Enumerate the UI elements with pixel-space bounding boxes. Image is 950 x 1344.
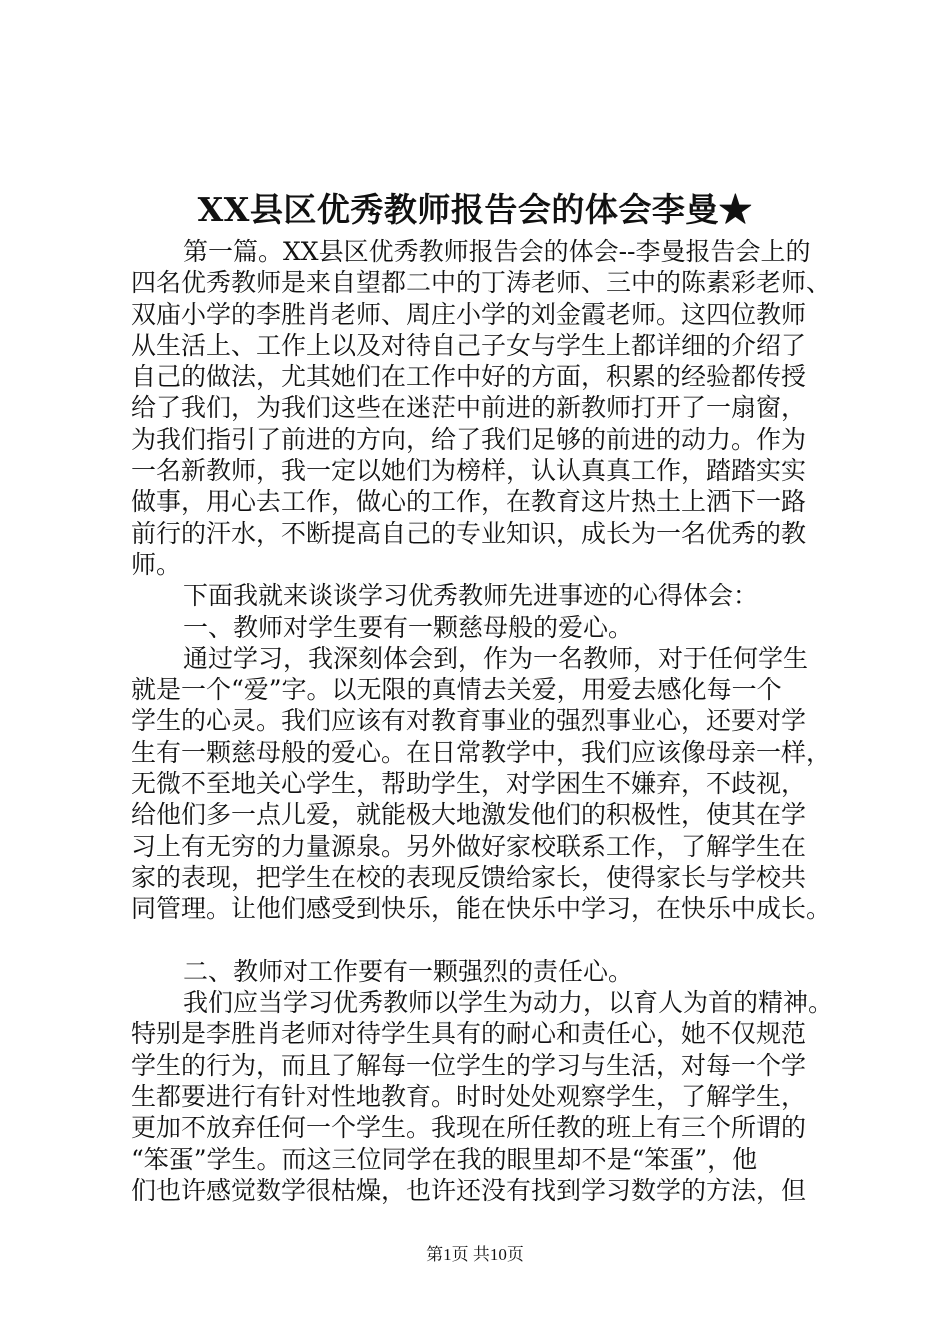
- paragraph-line: 为我们指引了前进的方向，给了我们足够的前进的动力。作为: [131, 424, 807, 454]
- paragraph-line: 我们应当学习优秀教师以学生为动力，以育人为首的精神。: [183, 988, 834, 1018]
- paragraph-line: 家的表现，把学生在校的表现反馈给家长，使得家长与学校共: [131, 862, 807, 892]
- paragraph-line: 给他们多一点儿爱，就能极大地激发他们的积极性，使其在学: [131, 800, 807, 830]
- page-number-footer: 第1页 共10页: [426, 1245, 524, 1264]
- paragraph-line: 特别是李胜肖老师对待学生具有的耐心和责任心，她不仅规范: [131, 1019, 807, 1049]
- paragraph-line: 就是一个“爱”字。以无限的真情去关爱，用爱去感化每一个: [131, 675, 782, 705]
- paragraph-line: 给了我们，为我们这些在迷茫中前进的新教师打开了一扇窗，: [131, 393, 807, 423]
- paragraph-line: 一名新教师，我一定以她们为榜样，认认真真工作，踏踏实实: [131, 456, 807, 486]
- paragraph-line: 通过学习，我深刻体会到，作为一名教师，对于任何学生: [183, 643, 809, 673]
- paragraph-line: 习上有无穷的力量源泉。另外做好家校联系工作，了解学生在: [131, 831, 807, 861]
- paragraph-line: 四名优秀教师是来自望都二中的丁涛老师、三中的陈素彩老师、: [131, 268, 832, 298]
- paragraph-line: “笨蛋”学生。而这三位同学在我的眼里却不是“笨蛋”，他: [131, 1144, 758, 1174]
- paragraph-line: 前行的汗水，不断提高自己的专业知识，成长为一名优秀的教: [131, 518, 807, 548]
- paragraph-line: 生有一颗慈母般的爱心。在日常教学中，我们应该像母亲一样，: [131, 737, 832, 767]
- paragraph-line: 无微不至地关心学生，帮助学生，对学困生不嫌弃，不歧视，: [131, 769, 807, 799]
- paragraph-line: 从生活上、工作上以及对待自己子女与学生上都详细的介绍了: [131, 330, 807, 360]
- paragraph-line: 双庙小学的李胜肖老师、周庄小学的刘金霞老师。这四位教师: [131, 299, 807, 329]
- section-heading: 一、教师对学生要有一颗慈母般的爱心。: [183, 612, 634, 642]
- paragraph-line: 学生的行为，而且了解每一位学生的学习与生活，对每一个学: [131, 1050, 807, 1080]
- paragraph-line: 更加不放弃任何一个学生。我现在所任教的班上有三个所谓的: [131, 1113, 807, 1143]
- document-body: [131, 236, 851, 1206]
- paragraph-line: 自己的做法，尤其她们在工作中好的方面，积累的经验都传授: [131, 362, 807, 392]
- section-heading: 二、教师对工作要有一颗强烈的责任心。: [183, 956, 634, 986]
- paragraph-line: 们也许感觉数学很枯燥，也许还没有找到学习数学的方法，但: [131, 1175, 807, 1205]
- paragraph-line: 下面我就来谈谈学习优秀教师先进事迹的心得体会：: [183, 581, 759, 611]
- document-title: XX县区优秀教师报告会的体会李曼★: [197, 190, 753, 229]
- paragraph-line: 师。: [131, 549, 182, 579]
- paragraph-line: 做事，用心去工作，做心的工作，在教育这片热土上洒下一路: [131, 487, 807, 517]
- paragraph-line: 同管理。让他们感受到快乐，能在快乐中学习，在快乐中成长。: [131, 894, 832, 924]
- paragraph-line: 学生的心灵。我们应该有对教育事业的强烈事业心，还要对学: [131, 706, 807, 736]
- paragraph-line: 生都要进行有针对性地教育。时时处处观察学生，了解学生，: [131, 1082, 807, 1112]
- paragraph-line: 第一篇。XX县区优秀教师报告会的体会--李曼报告会上的: [183, 237, 811, 266]
- blank-line: [131, 925, 851, 956]
